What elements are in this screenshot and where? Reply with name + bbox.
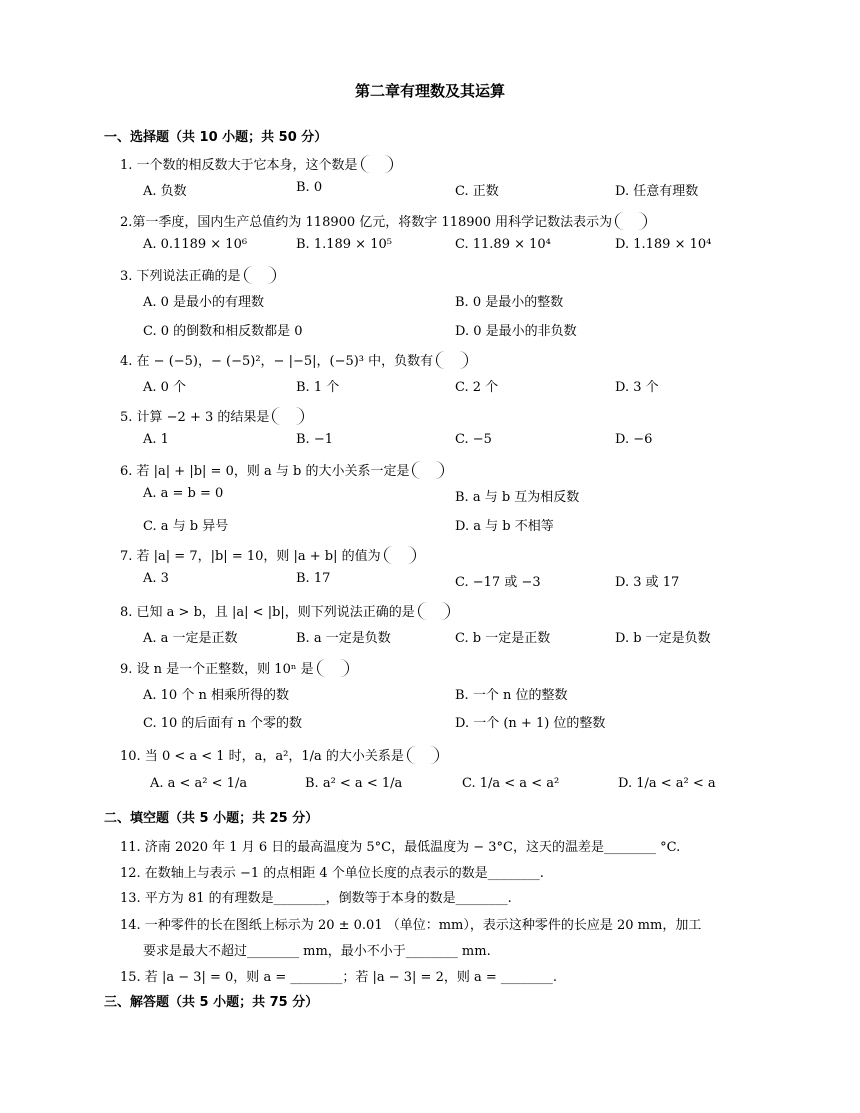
question-4-text: 4. 在 − (−5)，− (−5)²，− |−5|，(−5)³ 中，负数有 (120, 354, 434, 369)
q9-option-b: B. 一个 n 位的整数 (455, 688, 568, 703)
q2-option-a: A. 0.1189 × 10⁶ (143, 237, 248, 252)
question-9 (120, 658, 349, 677)
answer-blank[interactable] (244, 266, 276, 284)
q1-option-a: A. 负数 (143, 184, 187, 199)
question-4 (120, 350, 468, 369)
q7-option-b: B. 17 (296, 571, 331, 586)
q7-option-a: A. 3 (143, 571, 169, 586)
q4-option-c: C. 2 个 (455, 380, 499, 395)
q6-option-b: B. a 与 b 互为相反数 (455, 490, 580, 505)
q5-option-d: D. −6 (615, 432, 653, 447)
q10-option-b: B. a² < a < 1/a (305, 776, 403, 791)
question-9-text: 9. 设 n 是一个正整数，则 10ⁿ 是 (120, 662, 314, 677)
q6-option-d: D. a 与 b 不相等 (455, 519, 554, 534)
q1-option-d: D. 任意有理数 (615, 184, 699, 199)
question-10 (120, 745, 439, 764)
section-choice-heading: 一、选择题（共 10 小题；共 50 分） (104, 130, 328, 145)
question-3 (120, 265, 276, 284)
q7-option-c: C. −17 或 −3 (455, 575, 541, 590)
q6-option-a: A. a = b = 0 (143, 486, 224, 501)
question-14: 14. 一种零件的长在图纸上标示为 20 ± 0.01 （单位：mm），表示这种零件的长应是 20 mm，加工 (120, 918, 702, 933)
q5-option-c: C. −5 (455, 432, 492, 447)
q8-option-b: B. a 一定是负数 (296, 631, 391, 646)
question-12: 12. 在数轴上与表示 −1 的点相距 4 个单位长度的点表示的数是________. (120, 866, 544, 881)
q4-option-b: B. 1 个 (296, 380, 340, 395)
q9-option-d: D. 一个 (n + 1) 位的整数 (455, 716, 606, 731)
question-15: 15. 若 |a − 3| = 0，则 a = ________；若 |a − 3| = 2，则 a = ________. (120, 970, 558, 985)
q2-option-d: D. 1.189 × 10⁴ (615, 237, 712, 252)
question-7-text: 7. 若 |a| = 7，|b| = 10，则 |a + b| 的值为 (120, 549, 381, 564)
q3-option-c: C. 0 的倒数和相反数都是 0 (143, 324, 303, 339)
section-solve-heading: 三、解答题（共 5 小题；共 75 分） (104, 995, 319, 1010)
question-11: 11. 济南 2020 年 1 月 6 日的最高温度为 5°C，最低温度为 − 3°C，这天的温差是________ °C. (120, 840, 681, 855)
question-8-text: 8. 已知 a > b，且 |a| < |b|，则下列说法正确的是 (120, 605, 415, 620)
q10-option-c: C. 1/a < a < a² (462, 776, 560, 791)
q3-option-d: D. 0 是最小的非负数 (455, 324, 577, 339)
question-14-continued: 要求是最大不超过________ mm，最小不小于________ mm. (143, 944, 491, 959)
q2-option-c: C. 11.89 × 10⁴ (455, 237, 551, 252)
q8-option-d: D. b 一定是负数 (615, 631, 711, 646)
question-2-text: 2.第一季度，国内生产总值约为 118900 亿元，将数字 118900 用科学记数法表示为 (120, 215, 613, 230)
question-10-text: 10. 当 0 < a < 1 时，a，a²，1/a 的大小关系是 (120, 749, 404, 764)
q8-option-c: C. b 一定是正数 (455, 631, 551, 646)
answer-blank[interactable] (384, 546, 416, 564)
q6-option-c: C. a 与 b 异号 (143, 519, 229, 534)
q5-option-a: A. 1 (143, 432, 169, 447)
question-8 (120, 601, 450, 620)
answer-blank[interactable] (436, 351, 468, 369)
section-fill-heading: 二、填空题（共 5 小题；共 25 分） (104, 811, 319, 826)
q1-option-b: B. 0 (296, 180, 323, 195)
q9-option-a: A. 10 个 n 相乘所得的数 (143, 688, 289, 703)
question-7 (120, 545, 416, 564)
q2-option-b: B. 1.189 × 10⁵ (296, 237, 392, 252)
question-1 (120, 154, 393, 173)
answer-blank[interactable] (407, 746, 439, 764)
q7-option-d: D. 3 或 17 (615, 575, 680, 590)
question-13: 13. 平方为 81 的有理数是________，倒数等于本身的数是________. (120, 891, 512, 906)
q10-option-a: A. a < a² < 1/a (150, 776, 248, 791)
q5-option-b: B. −1 (296, 432, 333, 447)
answer-blank[interactable] (272, 407, 304, 425)
q3-option-b: B. 0 是最小的整数 (455, 295, 564, 310)
q8-option-a: A. a 一定是正数 (143, 631, 238, 646)
question-5 (120, 406, 304, 425)
answer-blank[interactable] (317, 659, 349, 677)
question-6 (120, 460, 444, 479)
q3-option-a: A. 0 是最小的有理数 (143, 295, 265, 310)
question-6-text: 6. 若 |a| + |b| = 0，则 a 与 b 的大小关系一定是 (120, 464, 410, 479)
question-5-text: 5. 计算 −2 + 3 的结果是 (120, 410, 270, 425)
answer-blank[interactable] (615, 212, 647, 230)
q4-option-a: A. 0 个 (143, 380, 187, 395)
question-1-text: 1. 一个数的相反数大于它本身，这个数是 (120, 158, 358, 173)
answer-blank[interactable] (412, 461, 444, 479)
q4-option-d: D. 3 个 (615, 380, 659, 395)
answer-blank[interactable] (418, 602, 450, 620)
question-3-text: 3. 下列说法正确的是 (120, 269, 241, 284)
q1-option-c: C. 正数 (455, 184, 499, 199)
q10-option-d: D. 1/a < a² < a (618, 776, 716, 791)
answer-blank[interactable] (361, 155, 393, 173)
page-title: 第二章有理数及其运算 (354, 82, 505, 100)
q9-option-c: C. 10 的后面有 n 个零的数 (143, 716, 303, 731)
question-2 (120, 211, 647, 230)
